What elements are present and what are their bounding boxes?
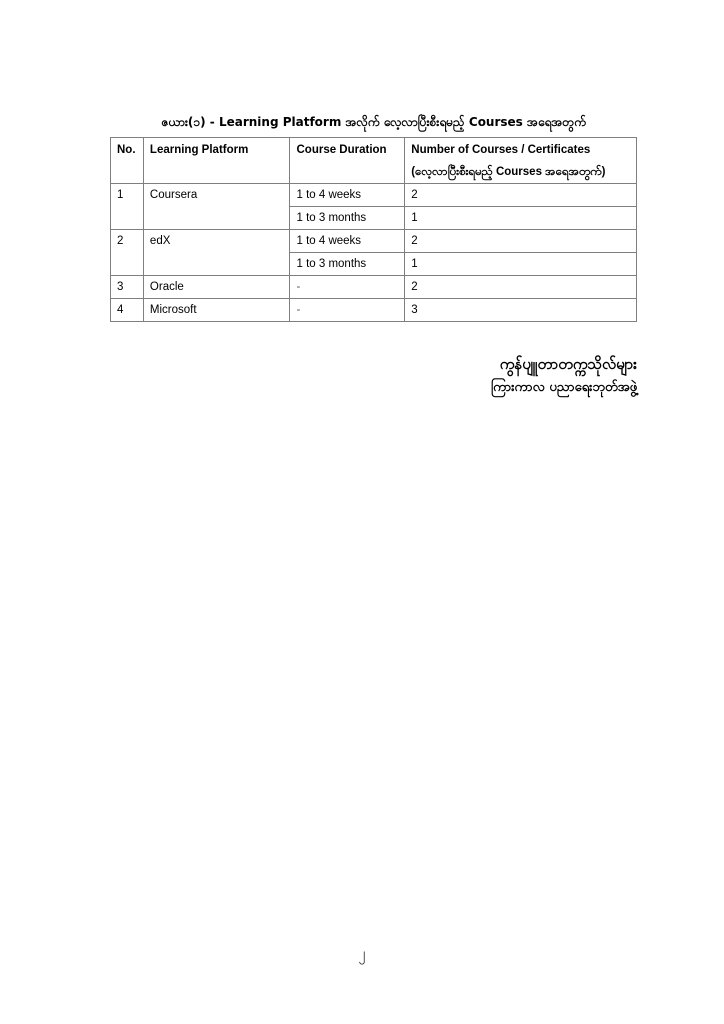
page-number: ၂ (358, 946, 366, 962)
header-duration: Course Duration (290, 138, 405, 184)
row-duration: 1 to 3 months (290, 207, 405, 230)
row-no: 4 (111, 299, 144, 322)
row-count: 2 (405, 184, 637, 207)
table-header-row (111, 138, 637, 184)
row-duration: 1 to 3 months (290, 253, 405, 276)
header-no: No. (111, 138, 144, 184)
row-no: 1 (111, 184, 144, 230)
table-row (111, 230, 637, 253)
row-platform: edX (143, 230, 290, 276)
header-count-line2: (လေ့လာပြီးစီးရမည့် Courses အရေအတွက်) (411, 166, 606, 178)
row-no: 3 (111, 276, 144, 299)
row-platform: Oracle (143, 276, 290, 299)
table-row (111, 276, 637, 299)
header-platform: Learning Platform (143, 138, 290, 184)
row-count: 3 (405, 299, 637, 322)
table-row (111, 299, 637, 322)
header-count (405, 138, 637, 184)
row-count: 2 (405, 230, 637, 253)
header-count-line1: Number of Courses / Certificates (411, 144, 591, 156)
row-count: 1 (405, 253, 637, 276)
row-duration: - (290, 276, 405, 299)
row-no: 2 (111, 230, 144, 276)
signature-block (491, 352, 637, 400)
row-duration: 1 to 4 weeks (290, 230, 405, 253)
row-duration: 1 to 4 weeks (290, 184, 405, 207)
row-platform: Coursera (143, 184, 290, 230)
row-count: 1 (405, 207, 637, 230)
row-count: 2 (405, 276, 637, 299)
signature-organization: ကွန်ပျူတာတက္ကသိုလ်များ (499, 355, 637, 373)
table-caption: ဇယား(၁) - Learning Platform အလိုက် လေ့လာပြီးစီးရမည့် Courses အရေအတွက် (161, 115, 586, 129)
table-row (111, 184, 637, 207)
row-platform: Microsoft (143, 299, 290, 322)
courses-table (110, 137, 637, 322)
row-duration: - (290, 299, 405, 322)
signature-department: ကြားကာလ ပညာရေးဘုတ်အဖွဲ့ (490, 380, 637, 395)
